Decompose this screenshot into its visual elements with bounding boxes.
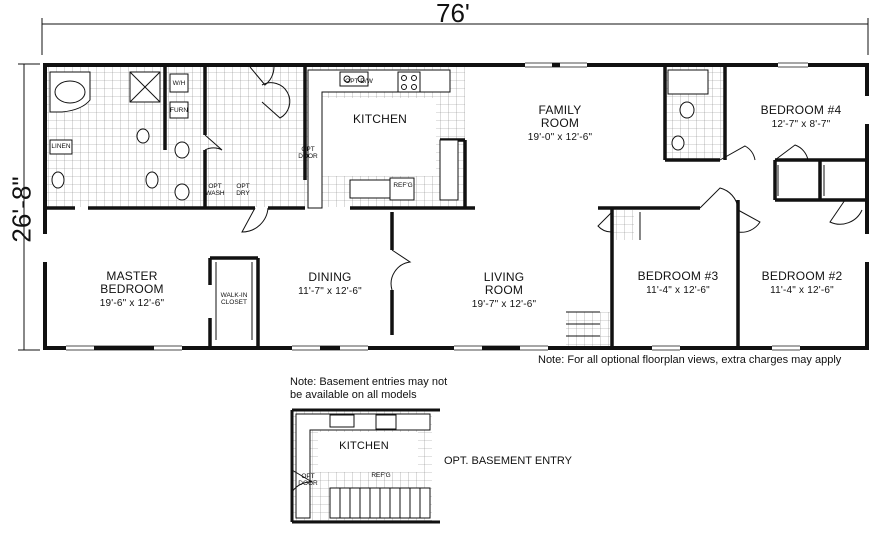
dining-label: DINING 11'-7" x 12'-6" <box>298 270 362 297</box>
depth-dimension-label: 26'-8" <box>6 176 37 243</box>
width-dimension-label: 76' <box>436 0 470 28</box>
basement-note: Note: Basement entries may not be available on all models <box>290 376 448 402</box>
bedroom-3-label: BEDROOM #3 11'-4" x 12'-6" <box>637 269 719 296</box>
water-heater-label: W/H <box>172 80 186 87</box>
opt-dry-label: OPT DRY <box>236 183 250 198</box>
opt-basement-entry-label: OPT. BASEMENT ENTRY <box>444 455 572 467</box>
furnace-label: FURN <box>169 107 189 114</box>
basement-inset <box>292 410 440 522</box>
inset-refrigerator-label: REF'G <box>371 472 391 479</box>
extra-charges-note: Note: For all optional floorplan views, extra charges may apply <box>538 354 842 366</box>
linen-label: LINEN <box>51 143 71 150</box>
inset-kitchen-label: KITCHEN <box>339 440 389 452</box>
bedroom-4-label: BEDROOM #4 12'-7" x 8'-7" <box>760 103 842 130</box>
family-room-label: FAMILY ROOM 19'-0" x 12'-6" <box>527 103 593 143</box>
walk-in-closet-label: WALK-IN CLOSET <box>220 292 248 307</box>
refrigerator-label: REF'G <box>393 182 413 189</box>
bedroom-2-label: BEDROOM #2 11'-4" x 12'-6" <box>761 269 843 296</box>
master-bedroom-label: MASTER BEDROOM 19'-6" x 12'-6" <box>99 269 165 309</box>
opt-wash-label: OPT WASH <box>205 183 225 198</box>
living-room-label: LIVING ROOM 19'-7" x 12'-6" <box>471 270 537 310</box>
dishwasher-label: OPT D/W <box>345 78 373 85</box>
opt-door-label: OPT DOOR <box>298 146 318 161</box>
kitchen-label: KITCHEN <box>352 112 408 126</box>
inset-opt-door-label: OPT DOOR <box>298 473 318 488</box>
